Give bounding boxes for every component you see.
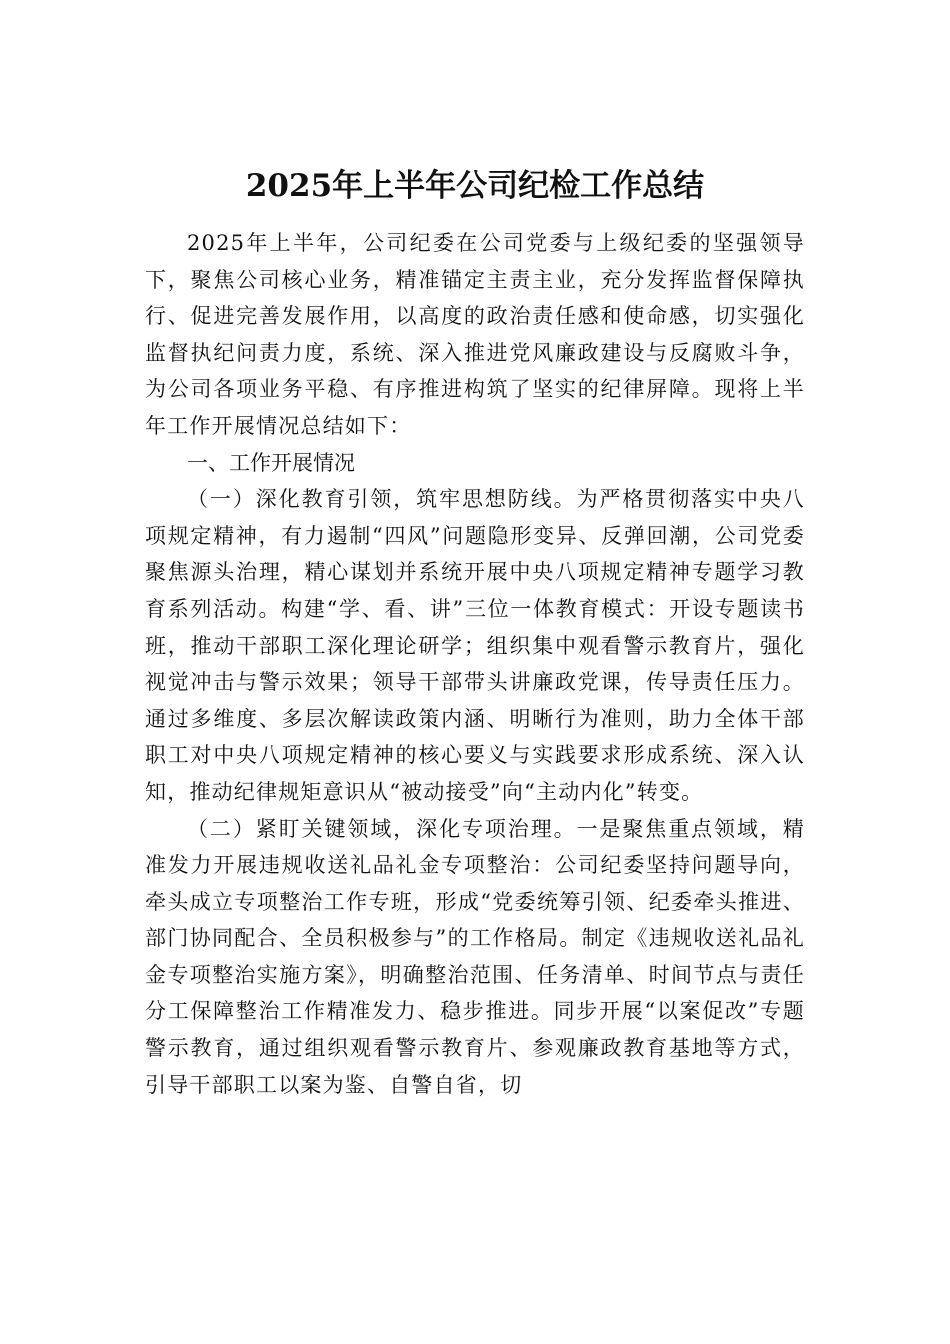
item-2-text: 一是聚焦重点领域，精准发力开展违规收送礼品礼金专项整治：公司纪委坚持问题导向，牵头成立专项整治工作专班，形成“党委统筹引领、纪委牵头推进、部门协同配合、全员积极参与”的工作格局。制定《违规收送礼品礼金专项整治实施方案》，明确整治范围、任务清单、时间节点与责任分工保障整治工作精准发力、稳步推进。同步开展“以案促改”专题警示教育，通过组织观看警示教育片、参观廉政教育基地等方式，引导干部职工以案为鉴、自警自省，切 bbox=[145, 816, 805, 1097]
item-1-lead: （一）深化教育引领，筑牢思想防线。 bbox=[187, 487, 577, 512]
item-1-text: 为严格贯彻落实中央八项规定精神，有力遏制“四风”问题隐形变异、反弹回潮，公司党委聚焦源头治理，精心谋划并系统开展中央八项规定精神专题学习教育系列活动。构建“学、看、讲”三位一体教育模式：开设专题读书班，推动干部职工深化理论研学；组织集中观看警示教育片，强化视觉冲击与警示效果；领导干部带头讲廉政党课，传导责任压力。通过多维度、多层次解读政策内涵、明晰行为准则，助力全体干部职工对中央八项规定精神的核心要义与实践要求形成系统、深入认知，推动纪律规矩意识从“被动接受”向“主动内化”转变。 bbox=[145, 487, 805, 804]
item-2-lead: （二）紧盯关键领域，深化专项治理。 bbox=[187, 816, 577, 841]
section-heading: 一、工作开展情况 bbox=[187, 450, 355, 475]
document-title: 2025年上半年公司纪检工作总结 bbox=[245, 168, 705, 204]
intro-paragraph: 2025年上半年，公司纪委在公司党委与上级纪委的坚强领导下，聚焦公司核心业务，精准锚定主责主业，充分发挥监督保障执行、促进完善发展作用，以高度的政治责任感和使命感，切实强化监督执纪问责力度，系统、深入推进党风廉政建设与反腐败斗争，为公司各项业务平稳、有序推进构筑了坚实的纪律屏障。现将上半年工作开展情况总结如下： bbox=[145, 231, 805, 438]
document-body bbox=[145, 225, 805, 1103]
section-item-2 bbox=[145, 811, 805, 1104]
section-item-1 bbox=[145, 481, 805, 810]
